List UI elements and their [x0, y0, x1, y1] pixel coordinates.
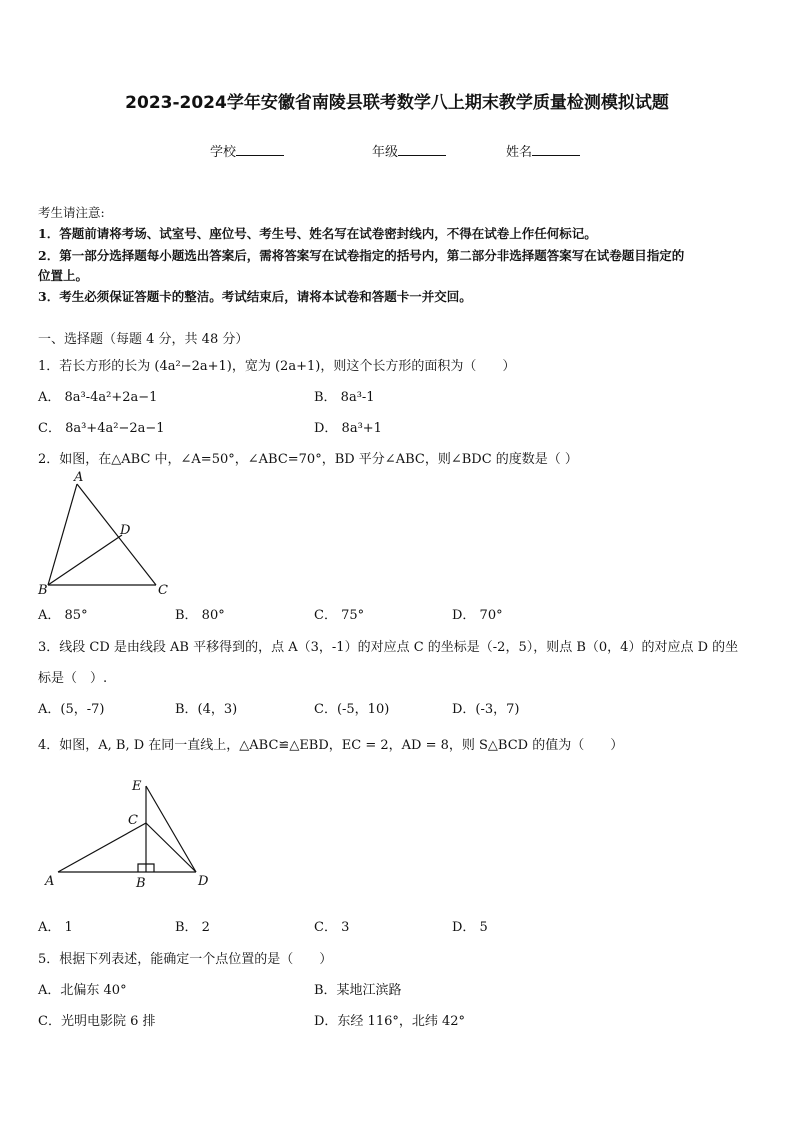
q3-stem-line2: 标是（ ）.: [38, 671, 108, 686]
name-field[interactable]: [506, 141, 580, 160]
q4-segment-ac: [58, 823, 146, 872]
notice-item-3: 3．考生必须保证答题卡的整洁。考试结束后，请将本试卷和答题卡一并交回。: [38, 289, 472, 304]
q4-option-d[interactable]: D． 5: [452, 920, 488, 935]
q3-option-a[interactable]: A．(5，-7): [38, 702, 105, 717]
q4-label-a: A: [45, 874, 55, 889]
q4-label-e: E: [132, 779, 142, 794]
school-field[interactable]: [210, 141, 284, 160]
q2-side-ac: [77, 484, 156, 585]
notice-item-2-cont: 位置上。: [38, 268, 89, 283]
section-heading: 一、选择题（每题 4 分，共 48 分）: [38, 332, 249, 347]
q2-triangle-figure: [30, 468, 180, 600]
q3-option-b[interactable]: B．(4，3): [175, 702, 238, 717]
grade-field[interactable]: [372, 141, 446, 160]
grade-label: 年级: [372, 145, 399, 160]
q5-stem: 5．根据下列表述，能确定一个点位置的是（ ）: [38, 952, 333, 967]
notice-item-1: 1．答题前请将考场、试室号、座位号、考生号、姓名写在试卷密封线内，不得在试卷上作任何标记。: [38, 226, 597, 241]
q4-label-b: B: [136, 876, 146, 891]
q2-label-b: B: [38, 583, 48, 598]
q2-side-ab: [48, 484, 77, 585]
q4-label-c: C: [128, 813, 138, 828]
q5-option-a[interactable]: A．北偏东 40°: [38, 983, 127, 998]
page-title: 2023-2024学年安徽省南陵县联考数学八上期末教学质量检测模拟试题: [125, 93, 669, 113]
q2-option-c[interactable]: C． 75°: [314, 608, 365, 623]
q1-option-c[interactable]: C． 8a³+4a²−2a−1: [38, 421, 165, 436]
school-label: 学校: [210, 145, 237, 160]
q2-stem: 2．如图，在△ABC 中，∠A=50°，∠ABC=70°，BD 平分∠ABC，则∠BDC 的度数是（ ）: [38, 452, 578, 467]
q5-option-b[interactable]: B．某地江滨路: [314, 983, 402, 998]
q2-option-a[interactable]: A． 85°: [38, 608, 88, 623]
q5-option-d[interactable]: D．东经 116°，北纬 42°: [314, 1014, 466, 1029]
q1-option-b[interactable]: B． 8a³-1: [314, 390, 375, 405]
q1-stem: 1．若长方形的长为 (4a²−2a+1)，宽为 (2a+1)，则这个长方形的面积为（ ）: [38, 359, 516, 374]
q2-label-d: D: [120, 523, 131, 538]
q3-stem-line1: 3．线段 CD 是由线段 AB 平移得到的，点 A（3，-1）的对应点 C 的坐标是（-2，5），则点 B（0，4）的对应点 D 的坐: [38, 640, 739, 655]
q1-option-a[interactable]: A． 8a³-4a²+2a−1: [38, 390, 158, 405]
q4-label-d: D: [198, 874, 209, 889]
q4-figure: [38, 772, 218, 894]
q2-label-c: C: [158, 583, 168, 598]
q4-stem: 4．如图，A, B, D 在同一直线上，△ABC≌△EBD，EC = 2，AD = 8，则 S△BCD 的值为（ ）: [38, 738, 624, 753]
name-label: 姓名: [506, 145, 533, 160]
grade-blank[interactable]: [398, 143, 446, 156]
q4-segment-ed: [146, 786, 196, 872]
q3-option-c[interactable]: C．(-5，10): [314, 702, 390, 717]
q2-segment-bd: [48, 535, 122, 585]
q3-option-d[interactable]: D．(-3，7): [452, 702, 520, 717]
q2-option-d[interactable]: D． 70°: [452, 608, 503, 623]
q4-option-c[interactable]: C． 3: [314, 920, 350, 935]
notice-heading: 考生请注意:: [38, 205, 105, 220]
q2-option-b[interactable]: B． 80°: [175, 608, 225, 623]
q5-option-c[interactable]: C．光明电影院 6 排: [38, 1014, 156, 1029]
q4-option-a[interactable]: A． 1: [38, 920, 73, 935]
q1-option-d[interactable]: D． 8a³+1: [314, 421, 382, 436]
q2-label-a: A: [74, 470, 84, 485]
school-blank[interactable]: [236, 143, 284, 156]
notice-item-2: 2．第一部分选择题每小题选出答案后，需将答案写在试卷指定的括号内，第二部分非选择题答案写在试卷题目指定的: [38, 248, 685, 263]
q4-option-b[interactable]: B． 2: [175, 920, 210, 935]
name-blank[interactable]: [532, 143, 580, 156]
